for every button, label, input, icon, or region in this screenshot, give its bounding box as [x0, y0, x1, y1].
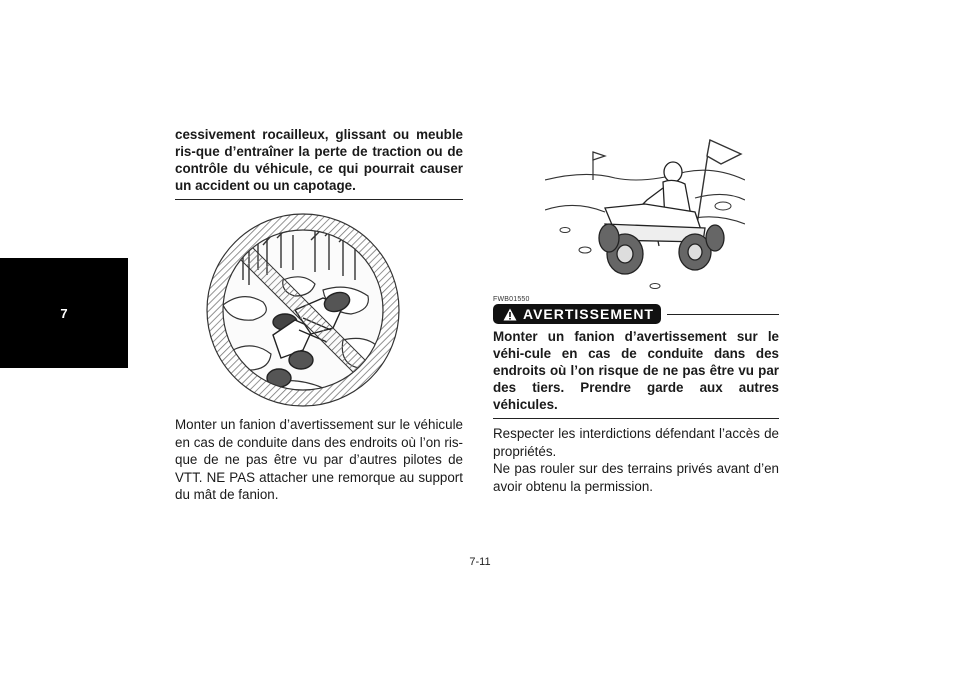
chapter-tab [0, 258, 128, 368]
warning-flag [695, 140, 741, 238]
warning-text: Monter un fanion d’avertissement sur le véhi-cule en cas de conduite dans des endroits où l’on risque de ne pas être vu par des tiers. Prendre garde aux autres véhicules. [493, 328, 779, 419]
right-column [493, 120, 779, 495]
body-text-line2: Ne pas rouler sur des terrains privés avant d’en avoir obtenu la permission. [493, 461, 779, 494]
warning-continuation-text: cessivement rocailleux, glissant ou meuble ris-que d’entraîner la perte de traction ou de contrôle du véhicule, ce qui pourrait causer un accident ou un capotage. [175, 126, 463, 200]
left-column [175, 126, 463, 504]
rocky-terrain-prohibition-illustration [203, 210, 403, 410]
atv [599, 204, 724, 274]
body-text-line1: Respecter les interdictions défendant l’accès de propriétés. [493, 426, 779, 459]
alert-triangle-icon [503, 308, 517, 321]
warning-label: AVERTISSEMENT [523, 306, 654, 322]
warning-header [493, 304, 779, 324]
chapter-number: 7 [60, 305, 68, 321]
atv-with-flag-illustration [545, 120, 745, 296]
warning-banner [493, 304, 661, 324]
reference-code: FWB01550 [493, 296, 530, 303]
page-number: 7-11 [469, 556, 491, 568]
warning-flag-body-text: Monter un fanion d’avertissement sur le véhicule en cas de conduite dans des endroits où l’on ris-que de ne pas être vu par d’autres pilotes de VTT. NE PAS attacher une remorque au support du mât de fanion. [175, 417, 463, 502]
warning-rule [667, 314, 779, 315]
